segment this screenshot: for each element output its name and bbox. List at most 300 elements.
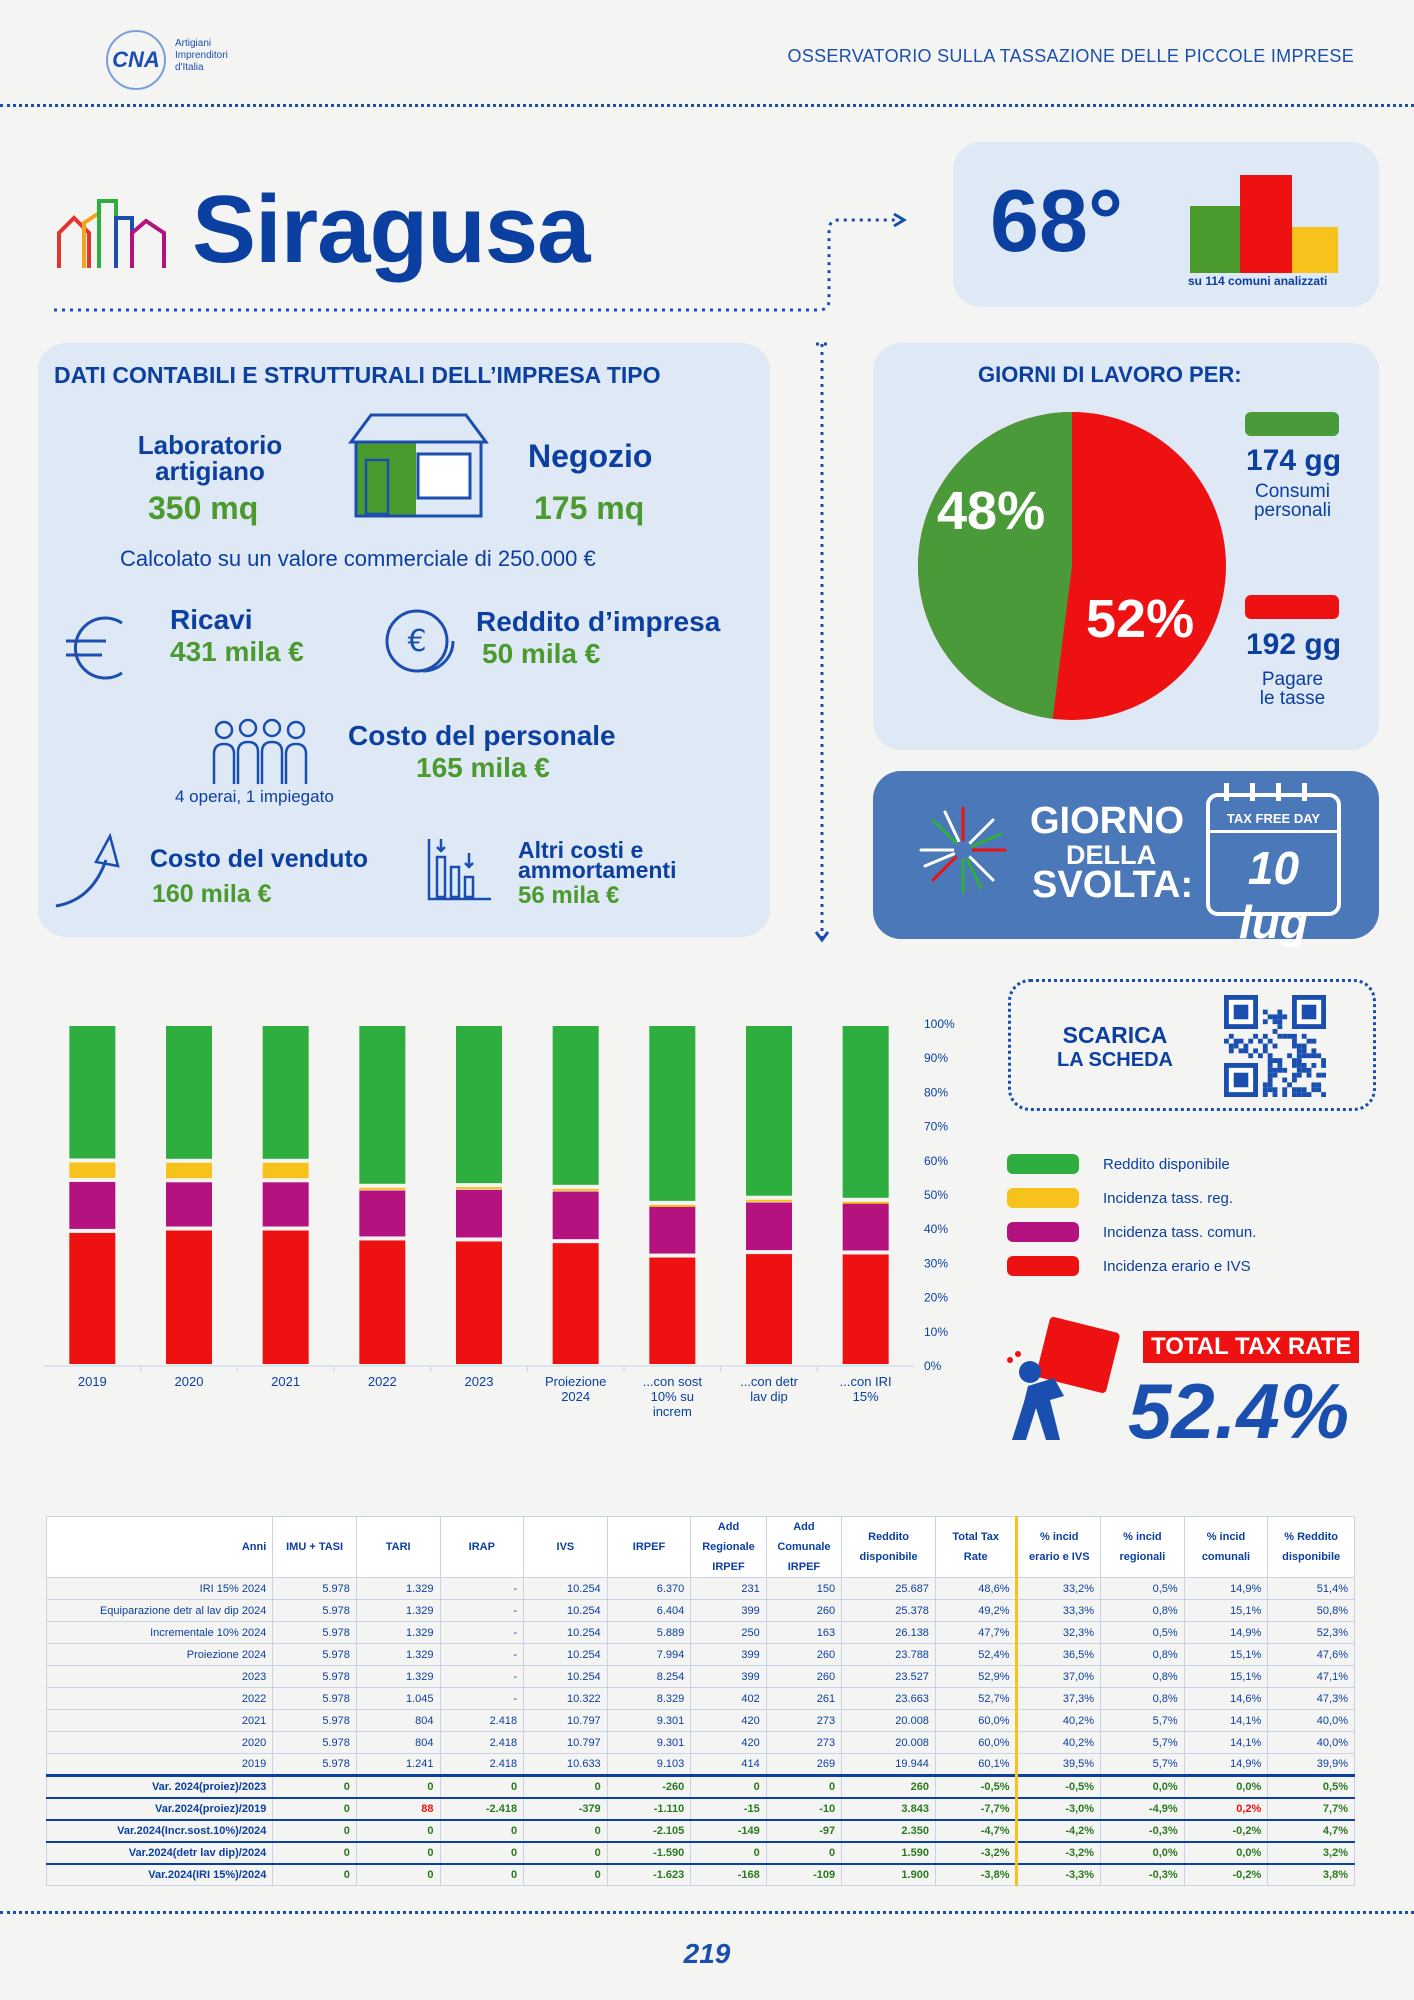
x-category-label: 2023 — [464, 1374, 494, 1389]
header-divider — [0, 104, 1414, 107]
table-header-row — [47, 1517, 1355, 1578]
table-cell: 14,9% — [1184, 1754, 1268, 1776]
table-cell: -379 — [524, 1798, 608, 1820]
bar-segment-reddito-disponibile — [359, 1026, 405, 1184]
table-cell: -2.105 — [607, 1820, 691, 1842]
table-cell: - — [440, 1666, 524, 1688]
table-cell: -3,2% — [1017, 1842, 1101, 1864]
bar-segment-incidenza-erario-e-ivs — [649, 1258, 695, 1364]
bar-segment-incidenza-tass-reg- — [649, 1205, 695, 1207]
table-cell: 260 — [766, 1644, 841, 1666]
qr-label — [1040, 1022, 1190, 1072]
table-cell: 3.843 — [842, 1798, 936, 1820]
y-tick-label: 80% — [924, 1085, 949, 1100]
bar-segment-incidenza-tass-reg- — [69, 1162, 115, 1177]
x-category-label: increm — [652, 1404, 692, 1419]
rank-subtitle: su 114 comuni analizzati — [1188, 274, 1328, 288]
table-cell: 5.978 — [273, 1754, 357, 1776]
table-row-label: IRI 15% 2024 — [47, 1578, 273, 1600]
connector-line — [54, 210, 914, 315]
table-cell: 5.978 — [273, 1622, 357, 1644]
table-cell: 14,9% — [1184, 1578, 1268, 1600]
table-cell: -0,2% — [1184, 1864, 1268, 1886]
table-cell: 37,0% — [1017, 1666, 1101, 1688]
table-cell: -2.418 — [440, 1798, 524, 1820]
venduto-label: Costo del venduto — [150, 845, 369, 873]
table-cell: 10.633 — [524, 1754, 608, 1776]
valuation-note: Calcolato su un valore commerciale di 250.000 € — [120, 546, 596, 571]
logo-sub-1: Artigiani — [175, 38, 212, 49]
x-category-label: 10% su — [650, 1389, 695, 1404]
rank-value: 68° — [990, 171, 1124, 270]
table-cell: -7,7% — [935, 1798, 1017, 1820]
x-category-label: lav dip — [750, 1389, 788, 1404]
table-cell: 14,1% — [1184, 1732, 1268, 1754]
table-cell: 414 — [691, 1754, 766, 1776]
table-header-cell: TARI — [356, 1517, 440, 1578]
table-cell: 10.322 — [524, 1688, 608, 1710]
x-category-label: ...con detr — [740, 1374, 798, 1389]
company-title: DATI CONTABILI E STRUTTURALI DELL’IMPRESA TIPO — [54, 362, 661, 388]
table-cell: 1.329 — [356, 1666, 440, 1688]
table-cell: 47,3% — [1268, 1688, 1355, 1710]
table-cell: -3,8% — [935, 1864, 1017, 1886]
bar-segment-incidenza-tass-comun- — [263, 1182, 309, 1226]
table-cell: 402 — [691, 1688, 766, 1710]
legend-red-swatch — [1245, 595, 1339, 619]
table-cell: -0,5% — [935, 1776, 1017, 1798]
table-cell: 0 — [524, 1776, 608, 1798]
table-cell: 0 — [440, 1864, 524, 1886]
cna-logo — [106, 30, 166, 90]
table-cell: 15,1% — [1184, 1644, 1268, 1666]
taxfree-date: 10 lug — [1239, 842, 1308, 948]
lab-label — [100, 432, 320, 484]
table-cell: -260 — [607, 1776, 691, 1798]
shop-building-icon — [346, 412, 491, 520]
table-cell: 0,8% — [1101, 1666, 1185, 1688]
x-category-label: ...con IRI — [839, 1374, 892, 1389]
reddito-label: Reddito d’impresa — [476, 606, 721, 637]
table-cell: 10.797 — [524, 1732, 608, 1754]
table-cell: 1.900 — [842, 1864, 936, 1886]
table-cell: - — [440, 1644, 524, 1666]
legend-label: Incidenza erario e IVS — [1103, 1257, 1251, 1275]
table-cell: - — [440, 1578, 524, 1600]
table-cell: 1.329 — [356, 1578, 440, 1600]
table-cell: 420 — [691, 1710, 766, 1732]
table-cell: 8.329 — [607, 1688, 691, 1710]
y-tick-label: 20% — [924, 1290, 949, 1305]
legend-item — [1007, 1147, 1256, 1181]
table-cell: 48,6% — [935, 1578, 1017, 1600]
table-cell: -0,3% — [1101, 1820, 1185, 1842]
table-cell: 20.008 — [842, 1732, 936, 1754]
table-cell: 14,9% — [1184, 1622, 1268, 1644]
taxfree-line1: GIORNO — [1030, 800, 1185, 842]
bar-segment-reddito-disponibile — [456, 1026, 502, 1183]
table-cell: 52,7% — [935, 1688, 1017, 1710]
table-cell: -1.590 — [607, 1842, 691, 1864]
x-category-label: 15% — [852, 1389, 879, 1404]
table-header-cell: IRAP — [440, 1517, 524, 1578]
table-cell: 47,7% — [935, 1622, 1017, 1644]
table-header-cell: Total Tax Rate — [935, 1517, 1017, 1578]
table-row — [47, 1622, 1355, 1644]
table-cell: 23.788 — [842, 1644, 936, 1666]
table-cell: -15 — [691, 1798, 766, 1820]
red-days: 192 gg — [1246, 628, 1342, 661]
table-row-label: Var.2024(IRI 15%)/2024 — [47, 1864, 273, 1886]
table-cell: 60,1% — [935, 1754, 1017, 1776]
table-cell: 14,6% — [1184, 1688, 1268, 1710]
bar-segment-incidenza-tass-reg- — [746, 1200, 792, 1202]
legend-label: Incidenza tass. comun. — [1103, 1223, 1257, 1241]
table-cell: 5,7% — [1101, 1710, 1185, 1732]
costs-chart-icon — [425, 835, 495, 905]
bar-segment-incidenza-tass-reg- — [456, 1187, 502, 1189]
table-cell: 0,5% — [1268, 1776, 1355, 1798]
legend-label: Incidenza tass. reg. — [1103, 1189, 1234, 1207]
table-cell: 0 — [273, 1864, 357, 1886]
table-cell: 50,8% — [1268, 1600, 1355, 1622]
pie-slice-consumption — [918, 412, 1072, 719]
table-cell: -1.110 — [607, 1798, 691, 1820]
table-row — [47, 1600, 1355, 1622]
calendar-badge: TAX FREE DAY — [1210, 811, 1337, 833]
table-cell: 14,1% — [1184, 1710, 1268, 1732]
table-cell: 0 — [356, 1864, 440, 1886]
table-cell: 269 — [766, 1754, 841, 1776]
table-cell: 804 — [356, 1710, 440, 1732]
table-cell: 15,1% — [1184, 1666, 1268, 1688]
podium-icon — [1190, 175, 1340, 273]
table-row-label: Var.2024(proiez)/2019 — [47, 1798, 273, 1820]
table-cell: 0 — [273, 1820, 357, 1842]
table-cell: 40,2% — [1017, 1710, 1101, 1732]
y-tick-label: 70% — [924, 1119, 949, 1134]
bar-segment-incidenza-tass-reg- — [166, 1163, 212, 1178]
taxfree-line3: SVOLTA: — [1032, 864, 1194, 906]
table-cell: 9.301 — [607, 1710, 691, 1732]
table-cell: 10.797 — [524, 1710, 608, 1732]
table-cell: 0 — [524, 1842, 608, 1864]
table-header-cell: % incid comunali — [1184, 1517, 1268, 1578]
bar-segment-incidenza-tass-reg- — [843, 1202, 889, 1204]
bar-segment-reddito-disponibile — [746, 1026, 792, 1196]
table-cell: 25.378 — [842, 1600, 936, 1622]
bar-segment-incidenza-tass-comun- — [649, 1207, 695, 1254]
altri-label-1: Altri costi e — [518, 837, 644, 863]
table-row — [47, 1688, 1355, 1710]
legend-swatch — [1007, 1154, 1079, 1174]
table-cell: 1.329 — [356, 1600, 440, 1622]
table-row — [47, 1644, 1355, 1666]
altri-label — [518, 837, 677, 883]
green-days-label — [1230, 482, 1355, 520]
tax-table-container — [46, 1516, 1355, 1886]
bar-segment-reddito-disponibile — [69, 1026, 115, 1158]
table-cell: 0 — [273, 1798, 357, 1820]
table-row-label: 2019 — [47, 1754, 273, 1776]
fireworks-icon — [905, 800, 1021, 900]
table-cell: 5.978 — [273, 1732, 357, 1754]
qr-code-icon[interactable] — [1224, 995, 1326, 1097]
table-cell: 33,3% — [1017, 1600, 1101, 1622]
table-cell: 273 — [766, 1710, 841, 1732]
red-label-2: le tasse — [1259, 688, 1326, 709]
green-label-2: personali — [1253, 500, 1332, 521]
x-category-label: Proiezione — [544, 1374, 607, 1389]
bar-segment-incidenza-tass-comun- — [166, 1182, 212, 1226]
table-cell: 150 — [766, 1578, 841, 1600]
table-cell: 15,1% — [1184, 1600, 1268, 1622]
euro-icon — [62, 613, 128, 683]
bar-segment-incidenza-tass-reg- — [359, 1188, 405, 1190]
table-row — [47, 1754, 1355, 1776]
venduto-value: 160 mila € — [152, 880, 272, 908]
table-cell: 260 — [842, 1776, 936, 1798]
table-cell: 3,8% — [1268, 1864, 1355, 1886]
table-cell: 6.370 — [607, 1578, 691, 1600]
total-tax-label: TOTAL TAX RATE — [1143, 1331, 1359, 1363]
table-cell: 0 — [524, 1864, 608, 1886]
table-cell: 40,0% — [1268, 1710, 1355, 1732]
table-cell: -3,2% — [935, 1842, 1017, 1864]
y-tick-label: 30% — [924, 1256, 949, 1271]
tax-burden-icon — [1002, 1316, 1132, 1448]
x-category-label: 2022 — [367, 1374, 397, 1389]
table-cell: 39,5% — [1017, 1754, 1101, 1776]
table-header-cell: IVS — [524, 1517, 608, 1578]
bar-segment-incidenza-erario-e-ivs — [166, 1231, 212, 1364]
table-header-cell: % incid erario e IVS — [1017, 1517, 1101, 1578]
taxfree-line2: DELLA — [1066, 840, 1156, 870]
table-cell: 273 — [766, 1732, 841, 1754]
table-row — [47, 1578, 1355, 1600]
bar-segment-incidenza-tass-reg- — [263, 1163, 309, 1178]
bar-segment-incidenza-tass-comun- — [553, 1192, 599, 1240]
table-cell: - — [440, 1688, 524, 1710]
table-cell: 6.404 — [607, 1600, 691, 1622]
table-cell: 0 — [440, 1776, 524, 1798]
header-title: OSSERVATORIO SULLA TASSAZIONE DELLE PICCOLE IMPRESE — [787, 46, 1354, 66]
legend-item — [1007, 1215, 1256, 1249]
ricavi-value: 431 mila € — [170, 636, 304, 667]
svg-text:€: € — [407, 624, 427, 659]
table-header-cell: % incid regionali — [1101, 1517, 1185, 1578]
pie-red-pct: 52% — [1086, 589, 1195, 649]
table-cell: 9.103 — [607, 1754, 691, 1776]
table-cell: 0,5% — [1101, 1578, 1185, 1600]
x-category-label: 2021 — [271, 1374, 301, 1389]
table-cell: 4,7% — [1268, 1820, 1355, 1842]
table-cell: 39,9% — [1268, 1754, 1355, 1776]
table-cell: 0 — [691, 1842, 766, 1864]
legend-swatch — [1007, 1222, 1079, 1242]
table-cell: 163 — [766, 1622, 841, 1644]
table-row-label: Var.2024(detr lav dip)/2024 — [47, 1842, 273, 1864]
table-variation-row — [47, 1820, 1355, 1842]
table-cell: 33,2% — [1017, 1578, 1101, 1600]
reddito-value: 50 mila € — [482, 638, 601, 669]
table-cell: 0 — [356, 1776, 440, 1798]
table-header-cell: Anni — [47, 1517, 273, 1578]
table-cell: 5.978 — [273, 1710, 357, 1732]
table-cell: 5.978 — [273, 1578, 357, 1600]
city-name: Siragusa — [192, 176, 590, 283]
table-cell: 10.254 — [524, 1666, 608, 1688]
red-days-label — [1230, 670, 1355, 708]
table-cell: 52,3% — [1268, 1622, 1355, 1644]
table-cell: 3,2% — [1268, 1842, 1355, 1864]
table-cell: -10 — [766, 1798, 841, 1820]
table-cell: 0 — [440, 1820, 524, 1842]
table-cell: 420 — [691, 1732, 766, 1754]
cna-logo-text: CNA — [112, 47, 160, 72]
table-cell: 5.978 — [273, 1688, 357, 1710]
qr-line2: LA SCHEDA — [1057, 1049, 1173, 1071]
table-cell: 40,0% — [1268, 1732, 1355, 1754]
legend-label: Reddito disponibile — [1103, 1155, 1230, 1173]
vertical-connector — [812, 340, 832, 945]
table-cell: 0,8% — [1101, 1688, 1185, 1710]
table-header-cell: IMU + TASI — [273, 1517, 357, 1578]
chart-legend — [1007, 1147, 1256, 1283]
shop-label: Negozio — [528, 438, 653, 474]
table-cell: 1.241 — [356, 1754, 440, 1776]
bar-segment-reddito-disponibile — [553, 1026, 599, 1185]
lab-label-text: Laboratorio artigiano — [137, 430, 283, 486]
qr-line1: SCARICA — [1062, 1022, 1168, 1048]
table-cell: 60,0% — [935, 1732, 1017, 1754]
days-title: GIORNI DI LAVORO PER: — [978, 362, 1242, 387]
bar-segment-incidenza-tass-reg- — [553, 1189, 599, 1191]
table-cell: 804 — [356, 1732, 440, 1754]
table-cell: -109 — [766, 1864, 841, 1886]
table-cell: 260 — [766, 1666, 841, 1688]
table-cell: -0,5% — [1017, 1776, 1101, 1798]
table-cell: 10.254 — [524, 1644, 608, 1666]
days-pie-chart — [916, 410, 1228, 722]
table-cell: -4,2% — [1017, 1820, 1101, 1842]
table-row — [47, 1710, 1355, 1732]
table-cell: 1.045 — [356, 1688, 440, 1710]
table-cell: 0 — [766, 1776, 841, 1798]
legend-item — [1007, 1181, 1256, 1215]
table-row-label: Incrementale 10% 2024 — [47, 1622, 273, 1644]
personale-value: 165 mila € — [416, 752, 550, 783]
bar-segment-incidenza-erario-e-ivs — [553, 1243, 599, 1364]
table-cell: 2.418 — [440, 1754, 524, 1776]
table-cell: 0,8% — [1101, 1600, 1185, 1622]
table-row-label: Proiezione 2024 — [47, 1644, 273, 1666]
table-cell: 19.944 — [842, 1754, 936, 1776]
logo-sub-2: Imprenditori — [175, 50, 228, 61]
table-cell: 49,2% — [935, 1600, 1017, 1622]
bar-segment-incidenza-tass-comun- — [456, 1190, 502, 1238]
table-cell: -168 — [691, 1864, 766, 1886]
bar-segment-incidenza-erario-e-ivs — [746, 1254, 792, 1364]
table-cell: 399 — [691, 1600, 766, 1622]
table-cell: 5,7% — [1101, 1754, 1185, 1776]
bar-segment-reddito-disponibile — [263, 1026, 309, 1159]
table-cell: 5.978 — [273, 1666, 357, 1688]
table-cell: 7,7% — [1268, 1798, 1355, 1820]
bar-segment-incidenza-tass-comun- — [359, 1191, 405, 1237]
coin-euro-icon — [385, 606, 455, 676]
table-cell: 0,0% — [1184, 1776, 1268, 1798]
legend-swatch — [1007, 1256, 1079, 1276]
table-cell: 261 — [766, 1688, 841, 1710]
table-cell: 0,0% — [1101, 1776, 1185, 1798]
table-cell: 51,4% — [1268, 1578, 1355, 1600]
table-cell: 9.301 — [607, 1732, 691, 1754]
y-tick-label: 100% — [924, 1017, 955, 1031]
table-row — [47, 1732, 1355, 1754]
table-cell: 2.418 — [440, 1732, 524, 1754]
table-cell: 10.254 — [524, 1622, 608, 1644]
altri-label-2: ammortamenti — [518, 857, 677, 883]
bar-segment-incidenza-tass-comun- — [843, 1203, 889, 1250]
table-row-label: 2022 — [47, 1688, 273, 1710]
table-cell: -4,7% — [935, 1820, 1017, 1842]
table-header-cell: Add Regionale IRPEF — [691, 1517, 766, 1578]
table-cell: 0 — [524, 1820, 608, 1842]
table-cell: 0,0% — [1101, 1842, 1185, 1864]
table-row-label: Equiparazione detr al lav dip 2024 — [47, 1600, 273, 1622]
table-cell: -4,9% — [1101, 1798, 1185, 1820]
table-cell: 37,3% — [1017, 1688, 1101, 1710]
lab-value: 350 mq — [148, 490, 259, 526]
personale-note: 4 operai, 1 impiegato — [175, 787, 334, 806]
table-cell: 0,8% — [1101, 1644, 1185, 1666]
table-cell: 0,0% — [1184, 1842, 1268, 1864]
y-tick-label: 50% — [924, 1188, 949, 1202]
table-cell: 88 — [356, 1798, 440, 1820]
table-cell: 20.008 — [842, 1710, 936, 1732]
table-cell: 5.978 — [273, 1600, 357, 1622]
table-variation-row — [47, 1864, 1355, 1886]
table-cell: 26.138 — [842, 1622, 936, 1644]
table-cell: 250 — [691, 1622, 766, 1644]
bar-segment-incidenza-erario-e-ivs — [843, 1254, 889, 1364]
x-category-label: 2024 — [561, 1389, 591, 1404]
red-label-1: Pagare — [1261, 669, 1324, 690]
page-number: 219 — [683, 1938, 731, 1969]
bar-segment-incidenza-erario-e-ivs — [263, 1231, 309, 1364]
table-row-label: 2020 — [47, 1732, 273, 1754]
table-variation-row — [47, 1842, 1355, 1864]
table-cell: 23.663 — [842, 1688, 936, 1710]
table-cell: 1.329 — [356, 1622, 440, 1644]
table-header-cell: % Reddito disponibile — [1268, 1517, 1355, 1578]
x-category-label: ...con sost — [642, 1374, 702, 1389]
table-cell: 25.687 — [842, 1578, 936, 1600]
table-cell: 0,5% — [1101, 1622, 1185, 1644]
total-tax-value: 52.4% — [1128, 1367, 1350, 1455]
logo-sub-3: d'Italia — [175, 62, 204, 73]
table-row-label: Var. 2024(proiez)/2023 — [47, 1776, 273, 1798]
tax-table — [46, 1516, 1355, 1886]
bar-segment-reddito-disponibile — [166, 1026, 212, 1159]
table-cell: 5.889 — [607, 1622, 691, 1644]
table-row — [47, 1666, 1355, 1688]
table-cell: 260 — [766, 1600, 841, 1622]
table-cell: -1.623 — [607, 1864, 691, 1886]
y-tick-label: 60% — [924, 1153, 949, 1168]
table-cell: 52,4% — [935, 1644, 1017, 1666]
